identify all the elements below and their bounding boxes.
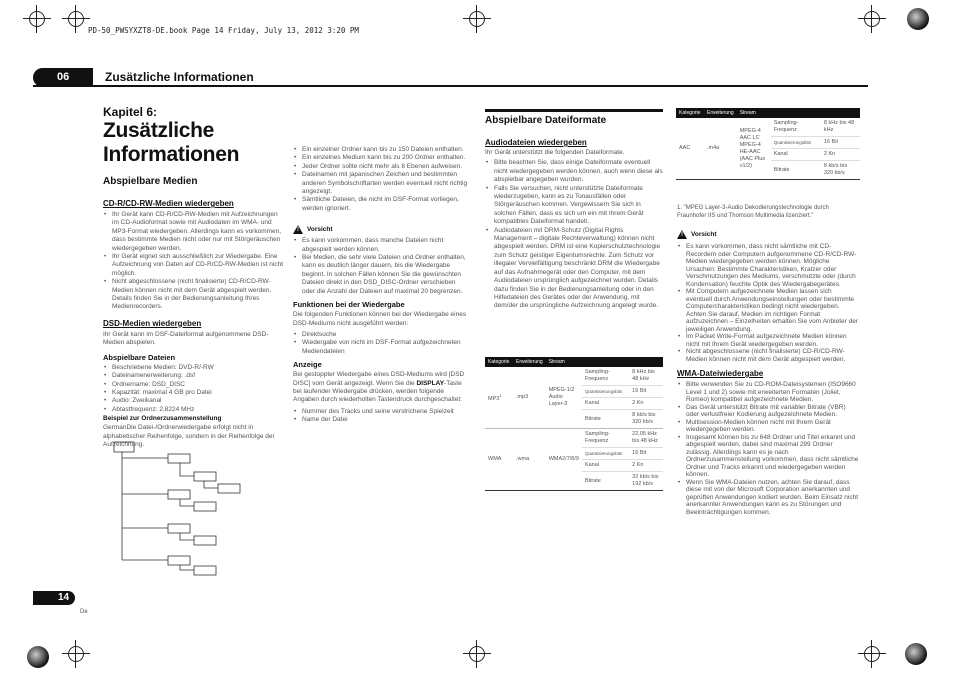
- table-cell: [485, 367, 513, 429]
- func-list: [293, 331, 470, 356]
- column-3: [485, 115, 663, 311]
- footnote-ref: 1: [499, 393, 502, 399]
- table-header: [737, 108, 860, 118]
- table-header: Kategorie: [485, 357, 513, 367]
- registration-mark: [62, 5, 90, 33]
- warning-icon: !: [677, 230, 687, 239]
- table-cell: AAC: [676, 118, 704, 180]
- page-title: Zusätzliche Informationen: [103, 119, 240, 166]
- list-item: • Bei Medien, die sehr viele Dateien und Ordner enthalten, kann es deutlich länger dauern, bis die Wiedergabe beginnt. In solchen Fällen können Sie die gewünschten Dateien direkt in den DSD_DISC-Ordner verschieben oder die Anzahl der Dateien auf maximal 20 begrenzen.: [293, 254, 470, 296]
- table-cell: 32 kb/s bis 192 kb/s: [629, 472, 663, 491]
- list-item: • Ein einzelnes Medium kann bis zu 200 Ordner enthalten.: [293, 154, 470, 162]
- list-item: • Das Gerät unterstützt Bitrate mit variabler Bitrate (VBR) oder verlustfreier Kodierung aufgezeichnete Medien.: [677, 404, 859, 419]
- list-item: • Nicht abgeschlossene (nicht finalisierte) CD-R/CD-RW-Medien können nicht mit dem Gerät abgespielt werden. Details finden Sie in der Bedienungsanleitung Ihres Medienrecorders.: [103, 278, 283, 312]
- table-cell: 22,05 kHz bis 48 kHz: [629, 429, 663, 448]
- caution-label: Vorsicht: [691, 231, 717, 238]
- registration-mark: [23, 5, 51, 33]
- paragraph: Ihr Gerät unterstützt die folgenden Dateiformate.: [485, 149, 625, 156]
- table-cell: Bitrate: [582, 410, 629, 429]
- table-cell: WMA2/7/8/9: [546, 429, 582, 491]
- paragraph: Die folgenden Funktionen können bei der Wiedergabe eines DSD-Mediums nicht ausgeführt werden:: [293, 311, 467, 327]
- table-cell: Sampling-Frequenz: [771, 118, 821, 137]
- language-code: De: [80, 609, 88, 615]
- table-cell: 8 kb/s bis 320 kb/s: [821, 161, 860, 180]
- table-cell: Kanal: [582, 398, 629, 410]
- column-2: [293, 146, 470, 425]
- caution-list: [677, 243, 859, 363]
- table-cell: 8 kb/s bis 320 kb/s: [629, 410, 663, 429]
- wma-list: [677, 381, 859, 516]
- table-row: [676, 118, 860, 137]
- table-cell: 16 Bit: [629, 386, 663, 398]
- audio-list: [485, 159, 663, 310]
- warning-icon: !: [293, 225, 303, 234]
- table-cell: MPEG-4 AAC LC MPEG-4 HE-AAC (AAC Plus v1/2): [737, 118, 771, 180]
- dsd-rules-list: [293, 146, 470, 213]
- list-item: • Abtastfrequenz: 2,8224 MHz: [103, 406, 283, 414]
- list-item: • Multisession-Medien können nicht mit Ihrem Gerät wiedergegeben werden.: [677, 419, 859, 434]
- table-header-label: Stream: [739, 110, 756, 116]
- paragraph: GermanDie Datei-/Ordnerwiedergabe erfolgt nicht in alphabetischer Reihenfolge, sondern in der Reihenfolge der Aufzeichnung.: [103, 424, 275, 448]
- table-cell: 2 Kn: [629, 460, 663, 472]
- section-heading: Abspielbare Medien: [103, 176, 198, 187]
- table-cell: .m4a: [704, 118, 737, 180]
- column-1: [103, 105, 283, 449]
- list-item: • Dateinamenerweiterung: .dsf: [103, 372, 283, 380]
- caution-list: [293, 237, 470, 296]
- table-cell: .wma: [513, 429, 546, 491]
- table-cell: 16 Bit: [821, 137, 860, 149]
- table-cell: Sampling-Frequenz: [582, 429, 629, 448]
- list-item: • Audiodateien mit DRM-Schutz (Digital Rights Management – digitale Rechteverwaltung) können nicht abgespielt werden. DRM ist eine Kopierschutztechnologie zum Schutz geistiger Eigentumsrechte. Zum Schutz vor illegaler Vervielfältigung beschränkt DRM die Wiedergabe auf das Aufnahmegerät oder den Computer, mit dem Audiodateien ursprünglich aufgezeichnet wurden. Details dazu finden Sie in der Bedienungsanleitung oder in den Hilfedateien des Gerätes oder der Anwendung, mit dem/der die ursprüngliche Aufzeichnung angelegt wurde.: [485, 227, 663, 311]
- list-item: • Ein einzelner Ordner kann bis zu 150 Dateien enthalten.: [293, 146, 470, 154]
- list-item: • Ihr Gerät kann CD-R/CD-RW-Medien mit Aufzeichnungen im CD-Audioformat sowie mit Audiodaten im WMA- und MP3-Format wiedergeben. Allerdings kann es vorkommen, dass bestimmte Medien nicht oder nur mit Störgeräuschen wiedergegeben werden.: [103, 211, 283, 253]
- files-list: [103, 364, 283, 414]
- table-header: [546, 357, 663, 367]
- table-row: [485, 429, 663, 448]
- table-cell: Quantisierungsbits: [582, 386, 629, 398]
- list-item: • Nummer des Tracks und seine verstrichene Spielzeit: [293, 408, 470, 416]
- list-item: • Ordnername: DSD_DISC: [103, 381, 283, 389]
- table-header: Kategorie: [676, 108, 704, 118]
- list-item: • Sämtliche Dateien, die nicht im DSF-Format vorliegen, werden ignoriert.: [293, 196, 470, 213]
- list-item: • Falls Sie versuchen, nicht unterstützte Dateiformate wiederzugeben, kann es zu Tonausfällen oder Störgeräuschen kommen. Vergewissern Sie sich in solchen Fällen, dass es sich um ein mit Ihrem Gerät kompatibles Dateiformat handelt.: [485, 185, 663, 227]
- subsection-heading: WMA-Dateiwiedergabe: [677, 369, 764, 378]
- format-table-mp3-wma: [485, 357, 663, 491]
- list-item: • Es kann vorkommen, dass manche Dateien nicht abgespielt werden können.: [293, 237, 470, 254]
- file-header: PD-50_PWSYXZT8-DE.book Page 14 Friday, July 13, 2012 3:20 PM: [88, 26, 359, 35]
- cd-list: [103, 211, 283, 312]
- registration-mark: [858, 640, 886, 668]
- subsection-heading: DSD-Medien wiedergeben: [103, 318, 202, 328]
- registration-ball: [907, 8, 929, 30]
- display-key: DISPLAY: [416, 379, 445, 387]
- table-row: [485, 367, 663, 386]
- registration-mark: [463, 640, 491, 668]
- list-item: • Nicht abgeschlossene (nicht finalisierte) CD-R/CD-RW-Medien können nicht mit dem Gerät abgespielt werden.: [677, 348, 859, 363]
- list-item: • Name der Datei: [293, 416, 470, 424]
- list-item: • Wiedergabe von nicht im DSF-Format aufgezeichneten Mediendateien: [293, 339, 470, 356]
- table-cell: 2 Kn: [821, 149, 860, 161]
- anzeige-list: [293, 408, 470, 425]
- list-item: • Direktsuche: [293, 331, 470, 339]
- table-cell: Quantisierungsbits: [582, 448, 629, 460]
- table-cell: Kanal: [582, 460, 629, 472]
- table-header: Erweiterung: [513, 357, 546, 367]
- chapter-number: 06: [33, 68, 93, 87]
- subsection-heading: CD-R/CD-RW-Medien wiedergeben: [103, 199, 234, 208]
- chapter-bar-title: Zusätzliche Informationen: [105, 70, 254, 84]
- table-cell: 8 kHz bis 48 kHz: [629, 367, 663, 386]
- table-cell: .mp3: [513, 367, 546, 429]
- format-table-aac: [676, 108, 860, 180]
- section-rule: [485, 109, 663, 112]
- paragraph: [293, 371, 470, 405]
- table-cell: Quantisierungsbits: [771, 137, 821, 149]
- cell-text: MP3: [488, 395, 500, 402]
- registration-mark: [62, 640, 90, 668]
- list-item: • Jeder Ordner sollte nicht mehr als 8 Ebenen aufweisen.: [293, 163, 470, 171]
- list-item: • Bitte verwenden Sie zu CD-ROM-Dateisystemen (ISO9660 Level 1 und 2) sowie mit erweiterten Formaten (Joliet, Romeo) kompatibel aufgezeichnete Medien.: [677, 381, 859, 404]
- folder-tree-diagram: [110, 436, 250, 576]
- table-header-label: Stream: [548, 359, 565, 365]
- column-4: [677, 205, 859, 516]
- registration-ball: [905, 643, 927, 665]
- footnote: 1. "MPEG Layer-3-Audio Dekodierungstechnologie durch Fraunhofer IIS und Thomson Multimedia lizenziert.": [677, 205, 829, 219]
- table-cell: 16 Bit: [629, 448, 663, 460]
- list-item: • Mit Computern aufgezeichnete Medien lassen sich eventuell durch Anwendungseinstellungen oder bestimmte Computercharakteristiken bedingt nicht wiedergeben. Achten Sie darauf, Medien im richtigen Format aufzuzeichnen – Einzelheiten erhalten Sie vom Anbieter der jeweiligen Anwendung.: [677, 288, 859, 333]
- table-cell: Bitrate: [582, 472, 629, 491]
- text-span: Bei gestoppter Wiedergabe eines DSD-Mediums wird [DSD DISC] vom Gerät angezeigt. Wenn Sie die: [293, 371, 465, 387]
- table-cell: WMA: [485, 429, 513, 491]
- table-cell: Sampling-Frequenz: [582, 367, 629, 386]
- minor-heading: Abspielbare Dateien: [103, 352, 176, 362]
- list-item: • Dateinamen mit japanischen Zeichen und bestimmten anderen Symbolschriftarten werden eventuell nicht richtig angezeigt.: [293, 171, 470, 196]
- chapter-label: Kapitel 6:: [103, 105, 158, 119]
- list-item: • Kapazität: maximal 4 GB pro Datei: [103, 389, 283, 397]
- caution-label: Vorsicht: [307, 226, 333, 234]
- paragraph: Ihr Gerät kann im DSF-Dateiformat aufgenommene DSD-Medien abspielen.: [103, 330, 269, 347]
- list-item: • Ihr Gerät eignet sich ausschließlich zur Wiedergabe. Eine Aufzeichnung von Daten auf CD-R/CD-RW-Medien ist nicht möglich.: [103, 253, 283, 278]
- registration-ball: [27, 646, 49, 668]
- minor-heading: Funktionen bei der Wiedergabe: [293, 300, 405, 310]
- caution-heading: [677, 230, 859, 239]
- list-item: • Es kann vorkommen, dass nicht sämtliche mit CD-Recordern oder Computern aufgenommene CD-R/CD-RW-Medien wiedergegeben werden können. Mögliche Ursachen: Bestimmte Charakteristiken, Kratzer oder Verschmutzungen des Mediums, verschmutzte oder (durch Kondensation) feuchte Optik des Wiedergabegerätes.: [677, 243, 859, 288]
- table-cell: 2 Kn: [629, 398, 663, 410]
- section-heading: Abspielbare Dateiformate: [485, 115, 607, 126]
- list-item: • Im Packet Write-Format aufgezeichnete Medien können nicht mit Ihrem Gerät wiedergegeben werden.: [677, 333, 859, 348]
- minor-heading: Beispiel zur Ordnerzusammenstellung: [103, 415, 222, 423]
- list-item: • Wenn Sie WMA-Dateien nutzen, achten Sie darauf, dass diese mit von der Microsoft Corporation anerkannten und geprüften Anwendungen kodiert wurden. Beim Einsatz nicht anerkannter Anwendungen kann es zu Störungen und Beeinträchtigungen kommen.: [677, 479, 859, 517]
- table-header: Erweiterung: [704, 108, 737, 118]
- subsection-heading: Audiodateien wiedergeben: [485, 138, 587, 147]
- registration-mark: [463, 5, 491, 33]
- table-cell: Bitrate: [771, 161, 821, 180]
- list-item: • Insgesamt können bis zu 648 Ordner und Titel erkannt und abgespielt werden, dabei sind maximal 299 Ordner zulässig. Allerdings kann es je nach Ordnerzusammenstellung vorkommen, dass nicht sämtliche Ordner und Tracks erkannt und wiedergegeben werden können.: [677, 434, 859, 479]
- table-cell: Kanal: [771, 149, 821, 161]
- list-item: • Bitte beachten Sie, dass einige Dateiformate eventuell nicht wiedergegeben werden können, auch wenn diese als abspielbar angegeben wurden.: [485, 159, 663, 184]
- page-number: 14: [33, 591, 75, 605]
- list-item: • Beschriebene Medien: DVD-R/-RW: [103, 364, 283, 372]
- table-cell: MPEG-1/2 Audio Layer-3: [546, 367, 582, 429]
- text-span: -Taste bei laufender Wiedergabe drücken, werden folgende Angaben durch wiederholten Tastendruck durchgeschaltet:: [293, 379, 462, 404]
- minor-heading: Anzeige: [293, 360, 322, 370]
- caution-heading: [293, 225, 470, 234]
- table-cell: 8 kHz bis 48 kHz: [821, 118, 860, 137]
- list-item: • Audio: Zweikanal: [103, 397, 283, 405]
- registration-mark: [858, 5, 886, 33]
